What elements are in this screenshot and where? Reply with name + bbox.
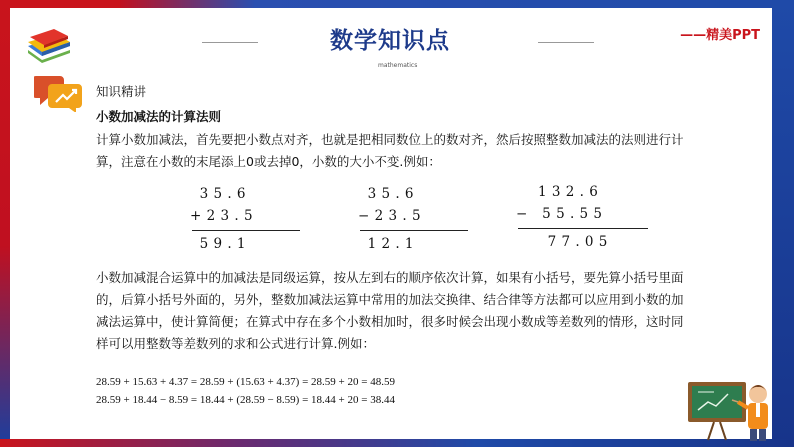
paragraph-line: 样可以用整数等差数列的求和公式进行计算.例如： [96, 336, 375, 351]
title-deco-line-right [538, 42, 594, 43]
calc-row: 7 7 . 0 5 [538, 234, 608, 250]
calc-row: − 5 5 . 5 5 [516, 206, 603, 222]
paragraph-line: 的，后算小括号外面的，另外，整数加减法运算中常用的加法交换律、结合律等方法都可以应用到小数的加 [96, 292, 684, 307]
formula-line: 28.59 + 18.44 − 8.59 = 18.44 + (28.59 − 8.59) = 18.44 + 20 = 38.44 [96, 394, 395, 406]
calc-row: − 2 3 . 5 [358, 208, 422, 224]
books-stack-icon [26, 26, 72, 64]
section-heading: 小数加减法的计算法则 [96, 109, 222, 124]
top-frame-blue [120, 0, 794, 8]
page-title: 数学知识点 [330, 28, 450, 54]
calc-row: + 2 3 . 5 [190, 208, 254, 224]
calc-rule [192, 230, 300, 231]
formula-line: 28.59 + 15.63 + 4.37 = 28.59 + (15.63 + 4.37) = 28.59 + 20 = 48.59 [96, 376, 395, 388]
paragraph-line: 小数加减混合运算中的加减法是同级运算，按从左到右的顺序依次计算，如果有小括号，要先算小括号里面 [96, 270, 684, 285]
calc-row: 1 3 2 . 6 [538, 184, 599, 200]
paragraph-mixed-operations [96, 267, 736, 355]
paragraph-line: 算，注意在小数的末尾添上0或去掉0，小数的大小不变.例如： [96, 154, 441, 169]
calc-rule [518, 228, 648, 229]
page-subtitle: mathematics [378, 62, 418, 69]
section-label: 知识精讲 [96, 84, 147, 99]
bottom-frame-border [0, 439, 794, 447]
calc-row: 5 9 . 1 [190, 236, 247, 252]
calc-rule [360, 230, 468, 231]
paragraph-rules [96, 129, 736, 173]
top-frame-red [0, 0, 120, 8]
brand-label: ——精美PPT [680, 28, 760, 43]
paragraph-line: 计算小数加减法，首先要把小数点对齐，也就是把相同数位上的数对齐，然后按照整数加减法的法则进行计 [96, 132, 684, 147]
title-deco-line-left [202, 42, 258, 43]
calc-row: 3 5 . 6 [358, 186, 415, 202]
calc-row: 3 5 . 6 [190, 186, 247, 202]
left-frame-border [0, 0, 10, 447]
chat-bubbles-chart-icon [34, 72, 84, 112]
paragraph-line: 减法运算中，使计算简便；在算式中存在多个小数相加时，很多时候会出现小数成等差数列的情形，这时同 [96, 314, 684, 329]
calc-row: 1 2 . 1 [358, 236, 415, 252]
teacher-chalkboard-illustration [684, 376, 780, 442]
